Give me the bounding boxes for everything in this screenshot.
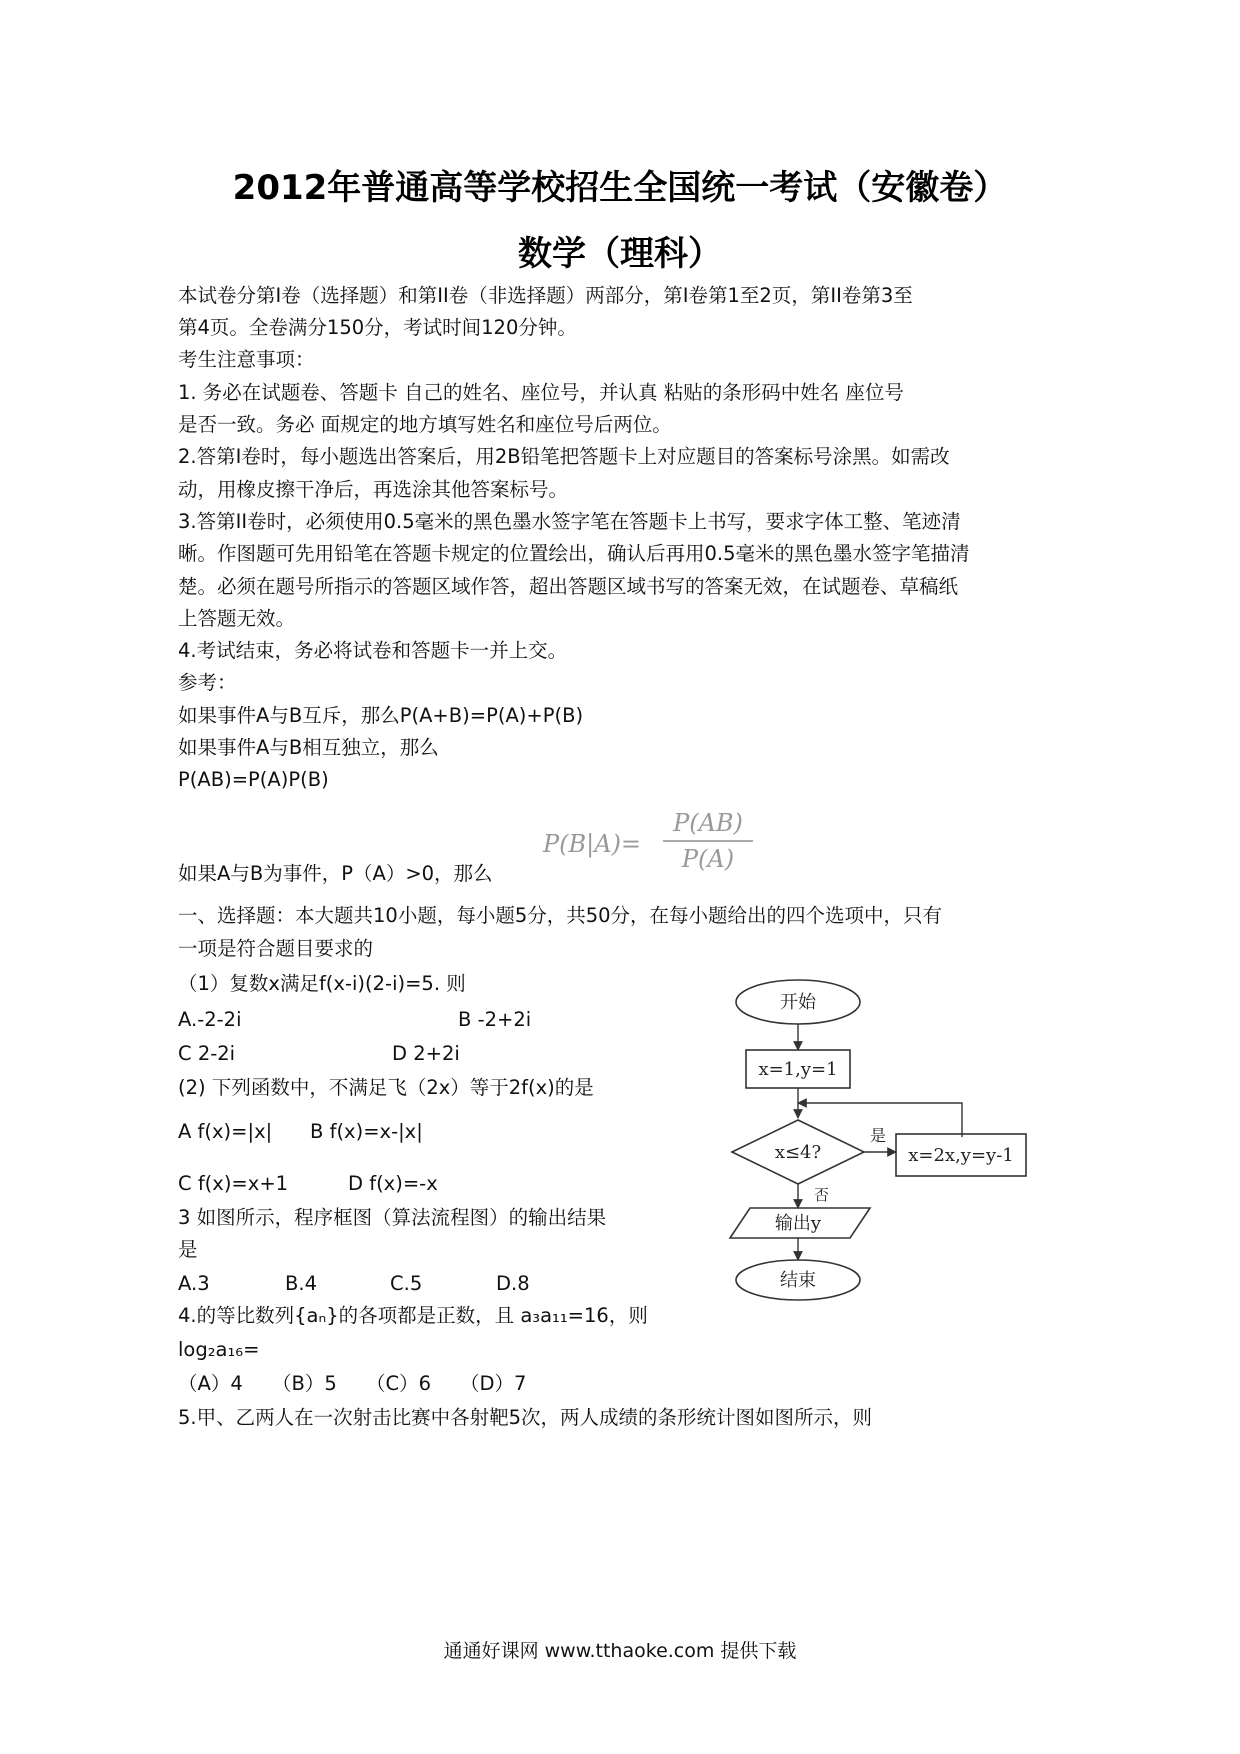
formula-fraction: [663, 808, 753, 874]
formula-denominator: P(A): [681, 844, 735, 873]
question-1-stem: （1）复数x满足f(x-i)(2-i)=5. 则: [178, 972, 466, 995]
notice-item: 动，用橡皮擦干净后，再选涂其他答案标号。: [178, 478, 569, 501]
flowchart-no-label: 否: [814, 1186, 830, 1204]
notice-item: 1. 务必在试题卷、答题卡 自己的姓名、座位号，并认真 粘贴的条形码中姓名 座位号: [178, 381, 904, 404]
question-2-option-d: D f(x)=-x: [348, 1172, 438, 1195]
question-2-option-c: C f(x)=x+1: [178, 1172, 289, 1195]
question-1-option-a: A.-2-2i: [178, 1008, 242, 1031]
question-4-stem: log₂a₁₆=: [178, 1338, 260, 1361]
flowchart-start-label: 开始: [780, 992, 816, 1013]
question-2-stem: (2) 下列函数中，不满足飞（2x）等于2f(x)的是: [178, 1076, 594, 1099]
notice-item: 2.答第I卷时，每小题选出答案后，用2B铅笔把答题卡上对应题目的答案标号涂黑。如需改: [178, 445, 950, 468]
question-4-option-b: （B）5: [272, 1372, 337, 1395]
question-3-stem: 是: [178, 1238, 198, 1261]
flowchart-update-label: x=2x,y=y-1: [908, 1145, 1014, 1166]
question-3-option-b: B.4: [285, 1272, 317, 1295]
flowchart-condition-label: x≤4?: [774, 1142, 822, 1163]
formula-numerator: P(AB): [673, 809, 743, 837]
fraction-bar: [663, 840, 753, 842]
question-4-option-d: （D）7: [460, 1372, 527, 1395]
notice-item: 3.答第II卷时，必须使用0.5毫米的黑色墨水签字笔在答题卡上书写，要求字体工整、笔迹清: [178, 510, 961, 533]
exam-title: 2012年普通高等学校招生全国统一考试（安徽卷）: [232, 168, 1008, 208]
reference-line: 如果事件A与B互斥，那么P(A+B)=P(A)+P(B): [178, 704, 584, 727]
program-flowchart: [710, 970, 1040, 1310]
question-1-option-c: C 2-2i: [178, 1042, 236, 1065]
flowchart-yes-label: 是: [869, 1126, 887, 1145]
flowchart-end-label: 结束: [780, 1270, 816, 1291]
notice-item: 上答题无效。: [178, 607, 296, 630]
intro-line: 本试卷分第I卷（选择题）和第II卷（非选择题）两部分，第I卷第1至2页，第II卷第3至: [178, 284, 913, 307]
section-heading: 一项是符合题目要求的: [178, 937, 374, 960]
exam-subtitle: 数学（理科）: [518, 234, 722, 274]
notice-item: 楚。必须在题号所指示的答题区域作答，超出答题区域书写的答案无效，在试题卷、草稿纸: [178, 575, 959, 598]
question-3-option-c: C.5: [390, 1272, 423, 1295]
flowchart-output-label: 输出y: [774, 1213, 822, 1234]
reference-line: 如果A与B为事件，P（A）>0，那么: [178, 862, 493, 885]
conditional-probability-formula: [535, 808, 765, 882]
formula-lhs: P(B|A)=: [543, 830, 642, 858]
reference-heading: 参考：: [178, 671, 237, 694]
intro-line: 第4页。全卷满分150分，考试时间120分钟。: [178, 316, 577, 339]
question-2-option-b: B f(x)=x-|x|: [310, 1120, 423, 1143]
notice-heading: 考生注意事项：: [178, 348, 315, 371]
flowchart-init-label: x=1,y=1: [758, 1059, 838, 1080]
question-4-stem: 4.的等比数列{aₙ}的各项都是正数，且 a₃a₁₁=16，则: [178, 1304, 648, 1327]
question-4-option-c: （C）6: [366, 1372, 432, 1395]
question-1-option-b: B -2+2i: [458, 1008, 532, 1031]
notice-item: 4.考试结束，务必将试卷和答题卡一并上交。: [178, 639, 568, 662]
page-footer: 通通好课网 www.tthaoke.com 提供下载: [443, 1640, 797, 1662]
section-heading: 一、选择题：本大题共10小题，每小题5分，共50分，在每小题给出的四个选项中，只有: [178, 904, 943, 927]
question-4-option-a: （A）4: [178, 1372, 243, 1395]
question-2-option-a: A f(x)=|x|: [178, 1120, 273, 1143]
notice-item: 晰。作图题可先用铅笔在答题卡规定的位置绘出，确认后再用0.5毫米的黑色墨水签字笔描清: [178, 542, 970, 565]
reference-line: P(AB)=P(A)P(B): [178, 768, 329, 791]
question-3-stem: 3 如图所示，程序框图（算法流程图）的输出结果: [178, 1206, 607, 1229]
question-5-stem: 5.甲、乙两人在一次射击比赛中各射靶5次，两人成绩的条形统计图如图所示，则: [178, 1406, 873, 1429]
question-3-option-a: A.3: [178, 1272, 210, 1295]
notice-item: 是否一致。务必 面规定的地方填写姓名和座位号后两位。: [178, 413, 672, 436]
question-3-option-d: D.8: [496, 1272, 530, 1295]
reference-line: 如果事件A与B相互独立，那么: [178, 736, 439, 759]
question-1-option-d: D 2+2i: [392, 1042, 460, 1065]
